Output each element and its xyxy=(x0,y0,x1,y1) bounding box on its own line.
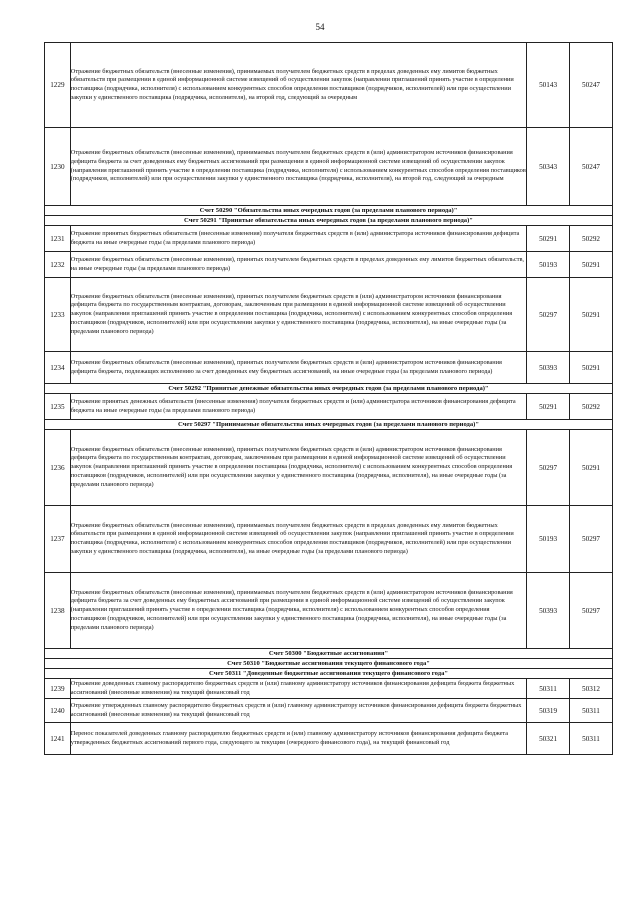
section-header-row xyxy=(45,669,613,679)
entry-description: Перенос показателей доведенных главному распорядителю бюджетных средств и (или) главному администратору источников финансирования дефицита бюджета утвержденных бюджетных ассигнований первого года, следующего за текущим (очередного финансового года), на текущий финансовый год xyxy=(70,723,526,755)
entry-description: Отражение бюджетных обязательств (внесенные изменения), принятых получателем бюджетных средств и (или) администратором источников финансирования дефицита бюджета, подлежащих исполнению за счет доведенных ему бюджетных ассигнований, на иные очередные годы (за пределами планового периода) xyxy=(70,352,526,384)
section-header: Счет 50310 "Бюджетные ассигнования текущего финансового года" xyxy=(45,659,613,669)
entry-row xyxy=(45,699,613,723)
entry-row xyxy=(45,723,613,755)
entry-description: Отражение бюджетных обязательств (внесенные изменения), принимаемых получателем бюджетных средств в (или) администратором источников финансирования дефицита бюджета за счет доведенных ему бюджетных ассигнований при размещении в единой информационной системе извещений об осуществлении закупок (направлении приглашений принять участие в определении поставщика (подрядчика, исполнителя) с использованием конкурентных способов определения поставщиков (подрядчиков, исполнителей) или при осуществлении закупки у единственного поставщика (подрядчика, исполнителя), на иные очередные годы (за пределами планового периода) xyxy=(70,573,526,649)
entry-row xyxy=(45,506,613,573)
credit-account: 50311 xyxy=(570,699,613,723)
entry-row xyxy=(45,573,613,649)
section-header: Счет 50311 "Доведенные бюджетные ассигнования текущего финансового года" xyxy=(45,669,613,679)
credit-account: 50247 xyxy=(570,43,613,128)
credit-account: 50292 xyxy=(570,394,613,420)
section-header: Счет 50297 "Принимаемые обязательства иных очередных годов (за пределами планового периода)" xyxy=(45,420,613,430)
debit-account: 50311 xyxy=(527,679,570,699)
entry-description: Отражение принятых бюджетных обязательств (внесенные изменения) получателя бюджетных средств в (или) администратора источников финансирования дефицита бюджета на иные очередные годы (за пределами планового периода) xyxy=(70,226,526,252)
section-header-row xyxy=(45,206,613,216)
debit-account: 50291 xyxy=(527,226,570,252)
entry-description: Отражение бюджетных обязательств (внесенные изменения), принятых получателем бюджетных средств в (или) администратором источников финансирования дефицита бюджета по государственным контрактам, договорам, заключенным при размещении в единой информационной системе извещений об осуществлении закупок (направлении приглашений принять участие в определении поставщика (подрядчика, исполнителя) с использованием конкурентных способов определения поставщиков (подрядчиков, исполнителей) или при осуществлении закупки у единственного поставщика (подрядчика, исполнителя), на иные очередные годы (за пределами планового периода) xyxy=(70,278,526,352)
entry-description: Отражение утвержденных главному распорядителю бюджетных средств и (или) главному администратору источников финансирования дефицита бюджета бюджетных ассигнований (внесенные изменения) на текущий финансовый год xyxy=(70,699,526,723)
debit-account: 50143 xyxy=(527,43,570,128)
entry-row xyxy=(45,128,613,206)
entry-number: 1236 xyxy=(45,430,71,506)
section-header-row xyxy=(45,384,613,394)
entry-row xyxy=(45,252,613,278)
credit-account: 50291 xyxy=(570,430,613,506)
credit-account: 50312 xyxy=(570,679,613,699)
credit-account: 50292 xyxy=(570,226,613,252)
section-header-row xyxy=(45,216,613,226)
debit-account: 50393 xyxy=(527,573,570,649)
entry-row xyxy=(45,430,613,506)
entry-row xyxy=(45,679,613,699)
section-header: Счет 50290 "Обязательства иных очередных годов (за пределами планового периода)" xyxy=(45,206,613,216)
credit-account: 50297 xyxy=(570,506,613,573)
debit-account: 50393 xyxy=(527,352,570,384)
accounting-entries-table xyxy=(44,42,613,755)
entry-description: Отражение бюджетных обязательств (внесенные изменения), принимаемых получателем бюджетных средств в пределах доведенных ему лимитов бюджетных обязательств при размещении в единой информационной системе извещений об осуществлении закупок (направлении приглашений принять участие в определении поставщика (подрядчика, исполнителя) с использованием конкурентных способов определения поставщиков (подрядчиков, исполнителей) или при осуществлении закупки у единственного поставщика (подрядчика, исполнителя), на второй год, следующий за очередным xyxy=(70,43,526,128)
credit-account: 50311 xyxy=(570,723,613,755)
entry-row xyxy=(45,43,613,128)
debit-account: 50193 xyxy=(527,506,570,573)
section-header-row xyxy=(45,649,613,659)
entry-description: Отражение бюджетных обязательств (внесенные изменения), принимаемых получателем бюджетных средств в (или) администратором источников финансирования дефицита бюджета за счет доведенных ему бюджетных ассигнований при размещении в единой информационной системе извещений об осуществлении закупок (направления приглашений принять участие в определении поставщика (подрядчика, исполнителя) с использованием конкурентных способов определения поставщиков (подрядчиков, исполнителей) или при осуществлении закупки у единственного поставщика (подрядчика, исполнителя), на второй год, следующий за очередным xyxy=(70,128,526,206)
section-header-row xyxy=(45,420,613,430)
entry-row xyxy=(45,394,613,420)
section-header: Счет 50291 "Принятые обязательства иных очередных годов (за пределами планового периода)" xyxy=(45,216,613,226)
entry-number: 1239 xyxy=(45,679,71,699)
credit-account: 50291 xyxy=(570,352,613,384)
entry-number: 1233 xyxy=(45,278,71,352)
debit-account: 50297 xyxy=(527,278,570,352)
debit-account: 50193 xyxy=(527,252,570,278)
credit-account: 50291 xyxy=(570,252,613,278)
entry-description: Отражение бюджетных обязательств (внесенные изменения), принятых получателем бюджетных средств в пределах доведенных ему лимитов бюджетных обязательств, на иные очередные годы (за пределами планового периода) xyxy=(70,252,526,278)
entry-description: Отражение принятых денежных обязательств (внесенные изменения) получателя бюджетных средств и (или) администратора источников финансирования дефицита бюджета на иные очередные годы (за пределами планового периода) xyxy=(70,394,526,420)
entry-number: 1238 xyxy=(45,573,71,649)
credit-account: 50291 xyxy=(570,278,613,352)
entry-description: Отражение доведенных главному распорядителю бюджетных средств и (или) главному администратору источников финансирования дефицита бюджета бюджетных ассигнований (внесенные изменения) на текущий финансовый год xyxy=(70,679,526,699)
entry-number: 1241 xyxy=(45,723,71,755)
entry-number: 1237 xyxy=(45,506,71,573)
section-header: Счет 50300 "Бюджетные ассигнования" xyxy=(45,649,613,659)
page-number: 54 xyxy=(315,22,325,32)
section-header: Счет 50292 "Принятые денежные обязательства иных очередных годов (за пределами планового периода)" xyxy=(45,384,613,394)
entry-number: 1231 xyxy=(45,226,71,252)
entry-row xyxy=(45,278,613,352)
credit-account: 50247 xyxy=(570,128,613,206)
debit-account: 50343 xyxy=(527,128,570,206)
entry-row xyxy=(45,226,613,252)
entry-row xyxy=(45,352,613,384)
entry-description: Отражение бюджетных обязательств (внесенные изменения), принятых получателем бюджетных средств и (или) администратором источников финансирования дефицита бюджета по государственным контрактам, договорам, заключенным при размещении в единой информационной системе извещений об осуществлении закупок (направлении приглашений принять участие в определении поставщика (подрядчика, исполнителя) с использованием конкурентных способов определения поставщиков (подрядчиков, исполнителей) или при осуществлении закупки у единственного поставщика (подрядчика, исполнителя), на иные очередные годы (за пределами планового периода) xyxy=(70,430,526,506)
entry-number: 1232 xyxy=(45,252,71,278)
entry-number: 1230 xyxy=(45,128,71,206)
entry-number: 1234 xyxy=(45,352,71,384)
debit-account: 50319 xyxy=(527,699,570,723)
debit-account: 50291 xyxy=(527,394,570,420)
debit-account: 50297 xyxy=(527,430,570,506)
entry-number: 1240 xyxy=(45,699,71,723)
debit-account: 50321 xyxy=(527,723,570,755)
entry-number: 1235 xyxy=(45,394,71,420)
section-header-row xyxy=(45,659,613,669)
entry-description: Отражение бюджетных обязательств (внесенные изменения), принимаемых получателем бюджетных средств в пределах доведенных ему лимитов бюджетных обязательств при размещении в единой информационной системе извещений об осуществлении закупок (направлении приглашений принять участие в определении поставщика (подрядчика, исполнителя) с использованием конкурентных способов определения поставщиков (подрядчиков, исполнителей) или при осуществлении закупки у единственного поставщика (подрядчика, исполнителя), на иные очередные годы (за пределами планового периода) xyxy=(70,506,526,573)
entry-number: 1229 xyxy=(45,43,71,128)
credit-account: 50297 xyxy=(570,573,613,649)
